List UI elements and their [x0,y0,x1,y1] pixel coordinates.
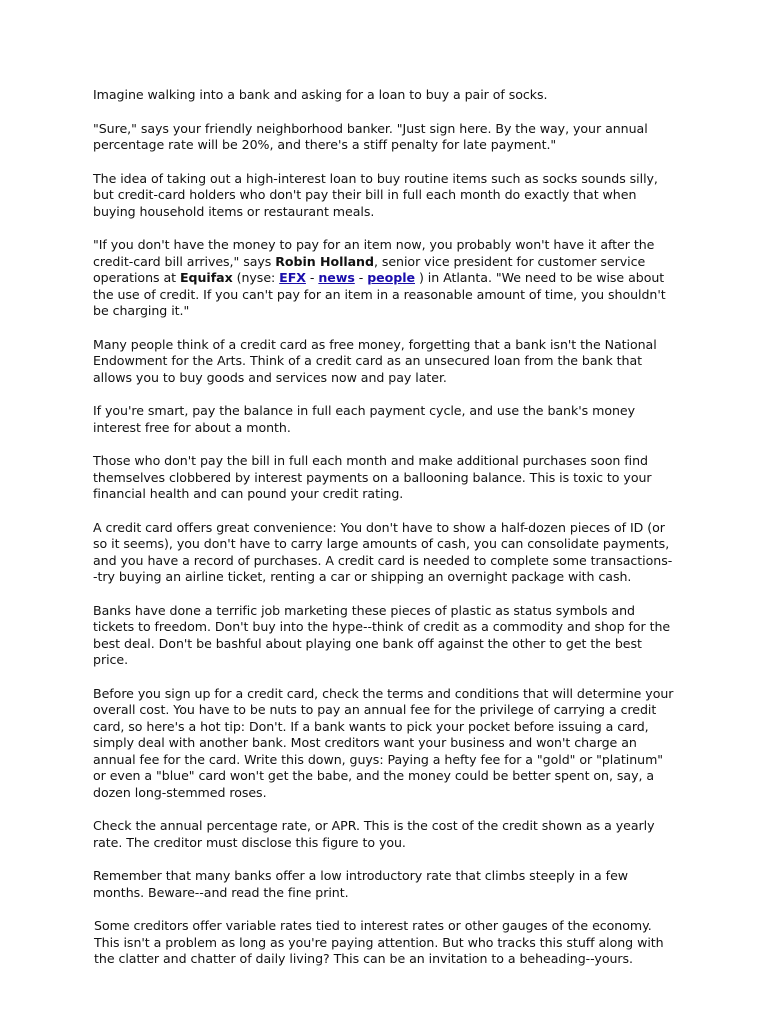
paragraph-10: Before you sign up for a credit card, check the terms and conditions that will determine your overall cost. You have to be nuts to pay an annual fee for the privilege of carrying a credit card, so here's a hot tip: Don't. If a bank wants to pick your pocket before issuing a card, simply deal with another bank. Most creditors want your business and won't charge an annual fee for the card. Write this down, guys: Paying a hefty fee for a "gold" or "platinum" or even a "blue" card won't get the babe, and the money could be better spent on, say, a dozen long-stemmed roses. [93,685,674,800]
paragraph-13: Some creditors offer variable rates tied to interest rates or other gauges of the economy. This isn't a problem as long as you're paying attention. But who tracks this stuff along with the clatter and chatter of daily living? This can be an invitation to a beheading--yours. [94,918,664,966]
paragraph-2: "Sure," says your friendly neighborhood banker. "Just sign here. By the way, your annual percentage rate will be 20%, and there's a stiff penalty for late payment." [93,120,648,152]
paragraph-8: A credit card offers great convenience: You don't have to show a half-dozen pieces of ID (or so it seems), you don't have to carry large amounts of cash, you can consolidate payments, and you have a record of purchases. A credit card is needed to complete some transactions--try buying an airline ticket, renting a car or shipping an overnight package with cash. [93,519,673,584]
link-efx[interactable]: EFX [279,270,306,285]
paragraph-7: Those who don't pay the bill in full each month and make additional purchases soon find themselves clobbered by interest payments on a ballooning balance. This is toxic to your financial health and can pound your credit rating. [93,453,652,501]
paragraph-3: The idea of taking out a high-interest loan to buy routine items such as socks sounds silly, but credit-card holders who don't pay their bill in full each month do exactly that when buying household items or restaurant meals. [93,170,658,219]
paragraph-4 [93,237,676,320]
link-news[interactable]: news [318,270,355,285]
paragraph-11: Check the annual percentage rate, or APR. This is the cost of the credit shown as a yearly rate. The creditor must disclose this figure to you. [93,818,655,850]
paragraph-9: Banks have done a terrific job marketing these pieces of plastic as status symbols and tickets to freedom. Don't buy into the hype--think of credit as a commodity and shop for the best deal. Don't be bashful about playing one bank off against the other to get the best price. [93,602,671,667]
person-name: Robin Holland [275,253,374,269]
paragraph-12: Remember that many banks offer a low introductory rate that climbs steeply in a few months. Beware--and read the fine print. [93,868,629,900]
p4-text-3: (nyse: [232,270,280,285]
p4-text-4: ) in Atlanta. "We need to be wise about the use of credit. If you can't pay for an item in a reasonable amount of time, you shouldn't be charging it." [93,270,666,318]
link-separator-2: - [354,270,368,285]
paragraph-5: Many people think of a credit card as free money, forgetting that a bank isn't the National Endowment for the Arts. Think of a credit card as an unsecured loan from the bank that allows you to buy goods and services now and pay later. [93,336,657,385]
link-people[interactable]: people [367,270,415,285]
company-name: Equifax [180,270,233,285]
paragraph-6: If you're smart, pay the balance in full each payment cycle, and use the bank's money interest free for about a month. [93,403,636,435]
p4-text-1: "If you don't have the money to pay for an item now, you probably won't have it after the credit-card bill arrives," says [93,237,655,269]
p4-text-2: , senior vice president for customer service operations at [93,253,646,285]
link-separator-1: - [305,270,319,285]
paragraph-1: Imagine walking into a bank and asking for a loan to buy a pair of socks. [93,87,548,102]
